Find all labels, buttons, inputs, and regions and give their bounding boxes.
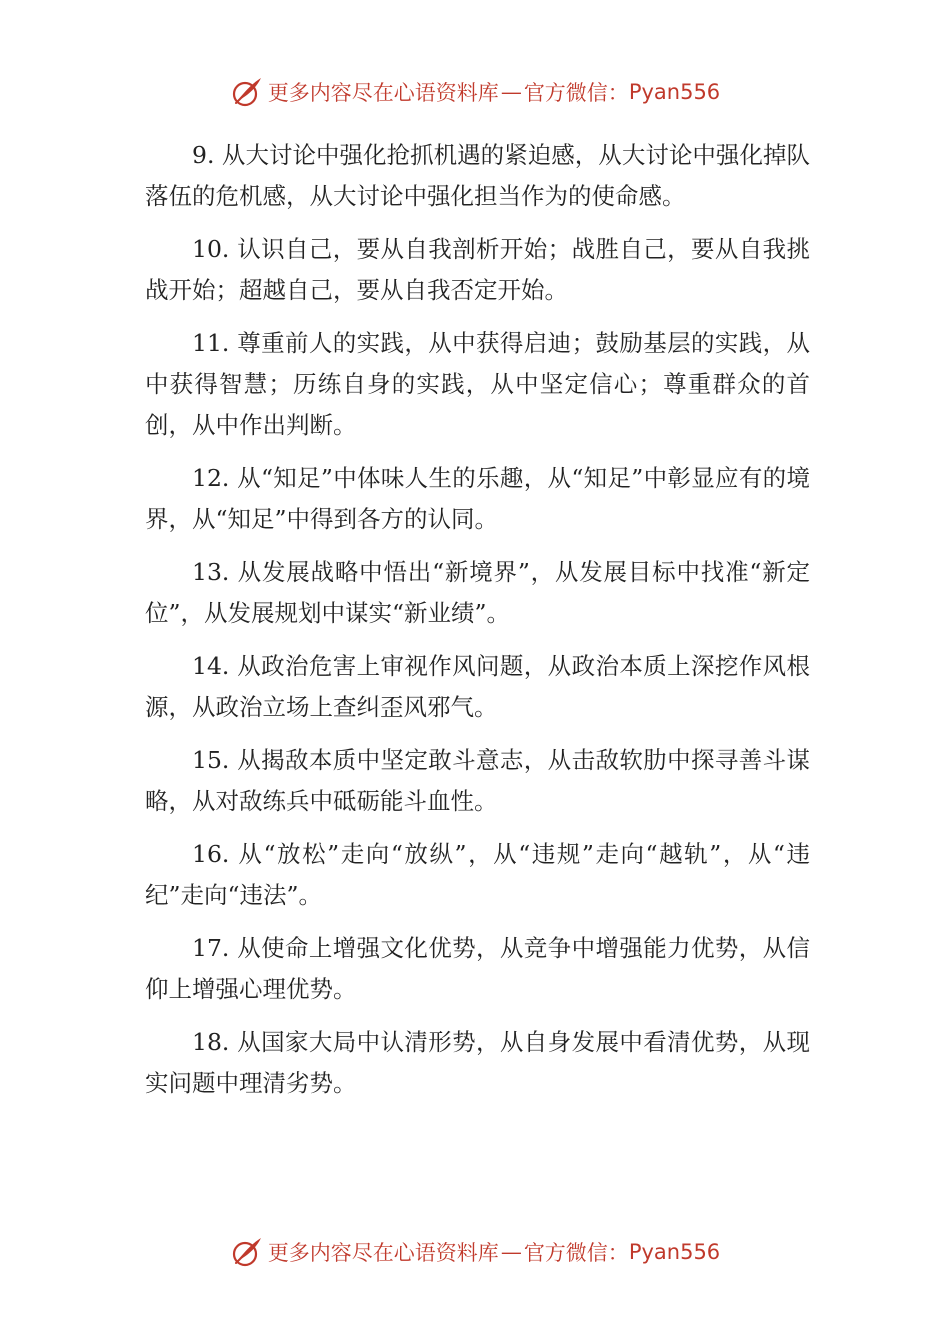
paragraph-17: 17. 从使命上增强文化优势，从竞争中增强能力优势，从信仰上增强心理优势。: [145, 934, 810, 1003]
paragraph-12: 12. 从“知足”中体味人生的乐趣，从“知足”中彰显应有的境界，从“知足”中得到各方的认同。: [145, 464, 810, 533]
footer-dash: —: [500, 1240, 522, 1264]
header-dash: —: [500, 80, 522, 104]
footer-promo-text: 更多内容尽在心语资料库: [267, 1241, 499, 1265]
quill-pen-logo-icon: [230, 75, 264, 109]
paragraph-15: 15. 从揭敌本质中坚定敢斗意志，从击敌软肋中探寻善斗谋略，从对敌练兵中砥砺能斗血性。: [145, 746, 810, 815]
header-banner: [0, 72, 950, 112]
paragraph-16: 16. 从“放松”走向“放纵”，从“违规”走向“越轨”，从“违纪”走向“违法”。: [145, 840, 810, 909]
paragraph-18: 18. 从国家大局中认清形势，从自身发展中看清优势，从现实问题中理清劣势。: [145, 1028, 810, 1097]
footer-wechat-label: 官方微信：: [523, 1241, 629, 1265]
paragraph-14: 14. 从政治危害上审视作风问题，从政治本质上深挖作风根源，从政治立场上查纠歪风邪气。: [145, 652, 810, 721]
paragraph-11: 11. 尊重前人的实践，从中获得启迪；鼓励基层的实践，从中获得智慧；历练自身的实践，从中坚定信心；尊重群众的首创，从中作出判断。: [145, 329, 810, 439]
document-body: [145, 135, 810, 1116]
paragraph-9: 9. 从大讨论中强化抢抓机遇的紧迫感，从大讨论中强化掉队落伍的危机感，从大讨论中强化担当作为的使命感。: [145, 141, 810, 210]
quill-pen-logo-icon: [230, 1235, 264, 1269]
footer-banner: [0, 1232, 950, 1272]
header-promo-text: 更多内容尽在心语资料库: [267, 81, 499, 105]
paragraph-13: 13. 从发展战略中悟出“新境界”，从发展目标中找准“新定位”，从发展规划中谋实“新业绩”。: [145, 558, 810, 627]
header-wechat-label: 官方微信：: [523, 81, 629, 105]
header-wechat-id: Pyan556: [628, 80, 721, 104]
footer-wechat-id: Pyan556: [628, 1240, 721, 1264]
paragraph-10: 10. 认识自己，要从自我剖析开始；战胜自己，要从自我挑战开始；超越自己，要从自我否定开始。: [145, 235, 810, 304]
